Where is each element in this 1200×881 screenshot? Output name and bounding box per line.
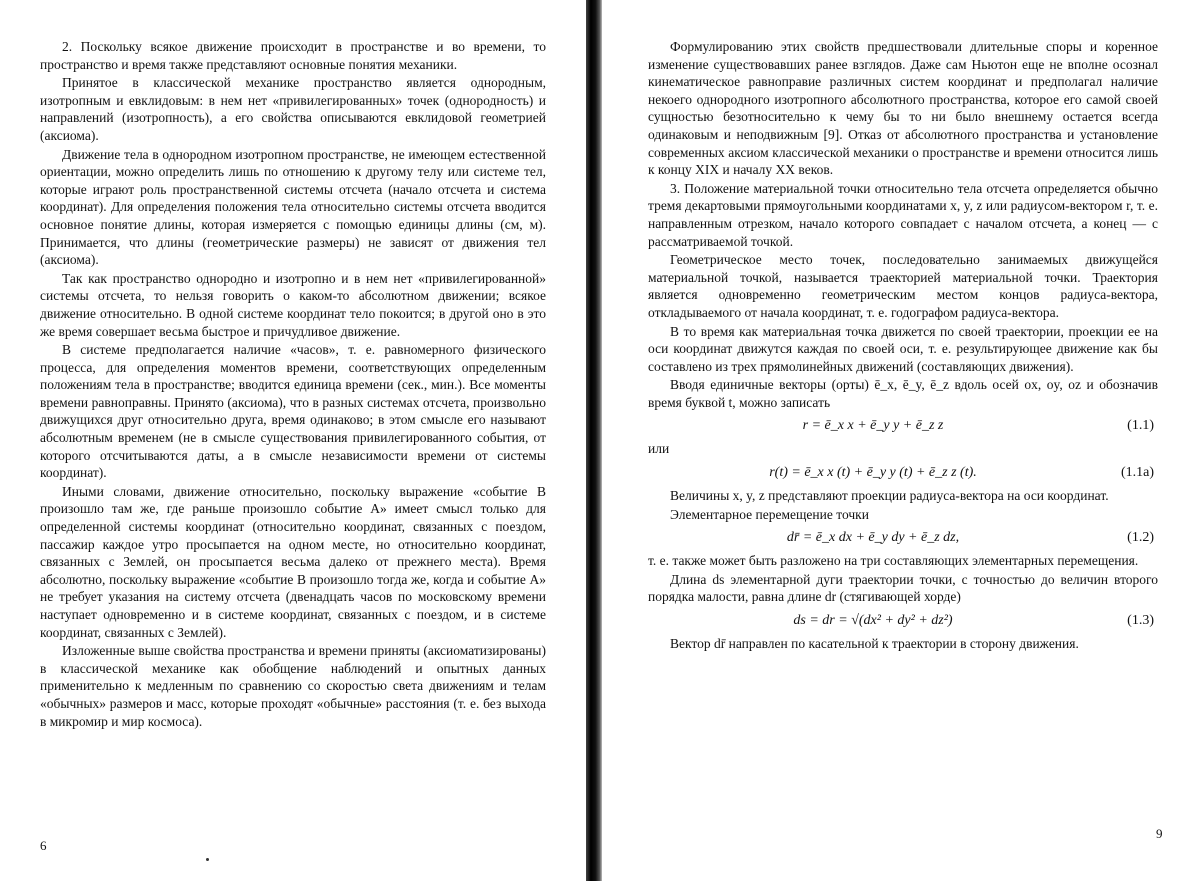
- paragraph: Вектор dr̄ направлен по касательной к траектории в сторону движения.: [670, 636, 1079, 652]
- paragraph: Элементарное перемещение точки: [670, 506, 869, 522]
- equation-1-1a: [648, 459, 1158, 487]
- paragraph: Вводя единичные векторы (орты) ē_x, ē_y, ē_z вдоль осей ox, oy, oz и обозначив время буквой t, можно записать: [648, 377, 1158, 410]
- scan-speck: [206, 858, 209, 861]
- equation-number: (1.1): [1127, 418, 1154, 434]
- paragraph: В системе предполагается наличие «часов», т. е. равномерного физического процесса, для определения моментов времени, соответствующих определенным положениям тела в пространстве; вводится единица времени (сек., мин.). Все моменты времени равноправны. Принято (аксиома), что в разных системах отсчета, произвольно движущихся друг относительно друга, время одинаково; в этом смысле его называют абсолютным временем (не в смысле существования привилегированного события, от которого отсчитываются даты, а в смысле независимости времени от системы координат).: [40, 342, 546, 481]
- paragraph: Формулированию этих свойств предшествовали длительные споры и коренное изменение существовавших ранее взглядов. Даже сам Ньютон еще не вполне осознал кинематическое равноправие различных систем координат и предполагал наличие некоего однородного изотропного абсолютного пространства, которое его самой своей сущностью безотносительно к чему бы то ни было внешнему остается всегда одинаковым и неподвижным [9]. Отказ от абсолютного пространства и установление современных аксиом классической механики о пространстве и времени относится лишь к концу XIX и началу XX веков.: [648, 39, 1158, 178]
- equation-expression: r = ē_x x + ē_y y + ē_z z: [802, 418, 944, 434]
- equation-expression: r(t) = ē_x x (t) + ē_y y (t) + ē_z z (t).: [769, 465, 977, 481]
- equation-1-3: [648, 607, 1158, 635]
- paragraph: Длина ds элементарной дуги траектории точки, с точностью до величин второго порядка малости, равна длине dr (стягивающей хорде): [648, 571, 1158, 605]
- equation-1-1: [648, 412, 1158, 440]
- equation-number: (1.1а): [1120, 465, 1154, 481]
- paragraph: Геометрическое место точек, последовательно занимаемых движущейся материальной точкой, называется траекторией материальной точки. Траектория является одновременно геометрическим местом концов радиуса-вектора, откладываемого от начала координат, т. е. годографом радиуса-вектора.: [648, 252, 1158, 320]
- page-number: 9: [1156, 826, 1163, 841]
- equation-expression: ds = dr = √(dx² + dy² + dz²): [793, 613, 953, 629]
- page-number: 6: [40, 838, 47, 853]
- left-page: [0, 0, 588, 881]
- paragraph: В то время как материальная точка движется по своей траектории, проекции ее на оси координат движутся каждая по своей оси, т. е. результирующее движение как бы составлено из трех прямолинейных движений (составляющих движения).: [648, 323, 1158, 374]
- paragraph: Принятое в классической механике пространство является однородным, изотропным и евклидовым: в нем нет «привилегированных» точек (однородность) и направлений (изотропность), а его свойства описываются евклидовой геометрией (аксиома).: [40, 75, 546, 143]
- connector-text: или: [648, 441, 670, 457]
- paragraph: 3. Положение материальной точки относительно тела отсчета определяется обычно тремя декартовыми прямоугольными координатами x, y, z или радиусом-вектором r, т. е. направленным отрезком, начало которого совпадает с началом отсчета, а конец — с рассматриваемой точкой.: [648, 180, 1158, 249]
- paragraph: Изложенные выше свойства пространства и времени приняты (аксиоматизированы) в классической механике как обобщение наблюдений и опытных данных применительно к медленным по сравнению со скоростью света движениям и телам «обычных» размеров и масс, которые проходят «обычные» расстояния (т. е. без выхода в микромир и мир космоса).: [40, 643, 546, 729]
- equation-number: (1.2): [1127, 530, 1154, 546]
- left-text-column: [40, 38, 546, 731]
- right-page: [600, 0, 1200, 881]
- equation-number: (1.3): [1127, 613, 1154, 629]
- right-text-column: [648, 38, 1158, 654]
- paragraph: т. е. также может быть разложено на три составляющих элементарных перемещения.: [648, 553, 1139, 569]
- paragraph: Движение тела в однородном изотропном пространстве, не имеющем естественной ориентации, можно определить лишь по отношению к другому телу или системе тел, которые играют роль пространственной системы отсчета (начало отсчета и система координат). Для определения положения тела относительно системы отсчета вводится основное понятие длины, которая измеряется с помощью единицы длины (см, м). Принимается, что длины (геометрические размеры) не зависят от движения тел (аксиома).: [40, 146, 546, 268]
- equation-expression: dr̄ = ē_x dx + ē_y dy + ē_z dz,: [786, 530, 960, 546]
- paragraph: Так как пространство однородно и изотропно и в нем нет «привилегированной» системы отсчета, то нельзя говорить о каком-то абсолютном движении; всякое движение относительно. В одной системе координат тело покоится; в другой оно в это же время совершает весьма быстрое и причудливое движение.: [40, 270, 546, 339]
- paragraph: Иными словами, движение относительно, поскольку выражение «событие B произошло там же, где раньше произошло событие A» имеет смысл только для определенной системы координат (относительно координат, связанных с поездом, пассажир каждое утро просыпается на одном месте, но относительно координат, связанных с Землей, он просыпается весьма далеко от прежнего места). Время абсолютно, поскольку выражение «событие B произошло тогда же, когда и событие A» не требует указания на систему отсчета (двенадцать часов по московскому времени наступает одновременно и в системе координат, связанных с поездом, и в системе координат, связанных с Землей).: [40, 483, 546, 640]
- equation-1-2: [648, 524, 1158, 552]
- paragraph: Величины x, y, z представляют проекции радиуса-вектора на оси координат.: [670, 488, 1109, 504]
- paragraph: 2. Поскольку всякое движение происходит в пространстве и во времени, то пространство и время также представляют основные понятия механики.: [40, 39, 546, 72]
